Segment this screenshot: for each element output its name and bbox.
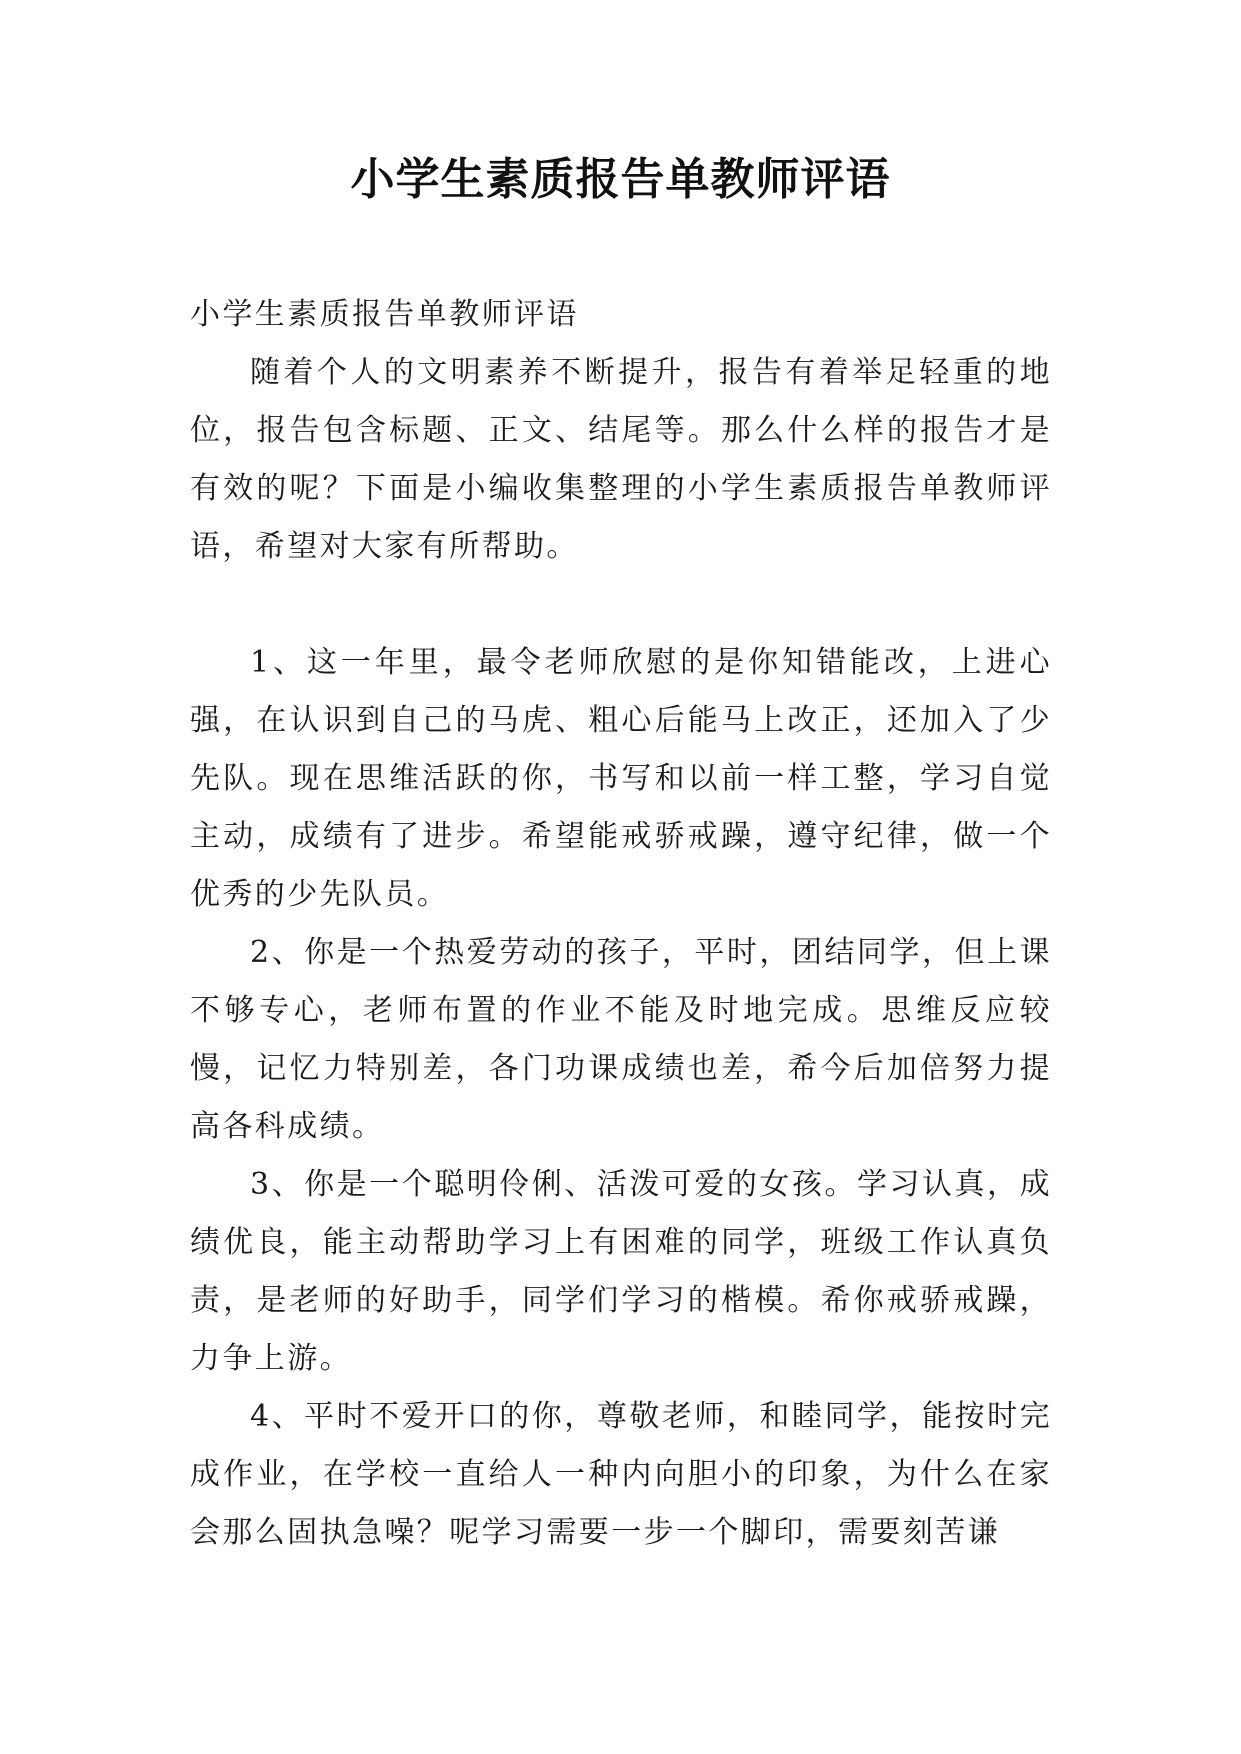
intro-paragraph: 随着个人的文明素养不断提升，报告有着举足轻重的地位，报告包含标题、正文、结尾等。那么什么样的报告才是有效的呢？下面是小编收集整理的小学生素质报告单教师评语，希望对大家有所帮助。: [190, 355, 1052, 564]
document-body: [190, 286, 1052, 1562]
comment-paragraph-3: 3、你是一个聪明伶俐、活泼可爱的女孩。学习认真，成绩优良，能主动帮助学习上有困难的同学，班级工作认真负责，是老师的好助手，同学们学习的楷模。希你戒骄戒躁，力争上游。: [190, 1167, 1052, 1376]
document-title: 小学生素质报告单教师评语: [350, 154, 891, 205]
document-subtitle: 小学生素质报告单教师评语: [190, 297, 579, 332]
comment-paragraph-1: 1、这一年里，最令老师欣慰的是你知错能改，上进心强，在认识到自己的马虎、粗心后能马上改正，还加入了少先队。现在思维活跃的你，书写和以前一样工整，学习自觉主动，成绩有了进步。希望能戒骄戒躁，遵守纪律，做一个优秀的少先队员。: [190, 645, 1052, 912]
paragraph-spacer: [190, 576, 1052, 634]
comment-paragraph-2: 2、你是一个热爱劳动的孩子，平时，团结同学，但上课不够专心，老师布置的作业不能及时地完成。思维反应较慢，记忆力特别差，各门功课成绩也差，希今后加倍努力提高各科成绩。: [190, 935, 1052, 1144]
comment-paragraph-4: 4、平时不爱开口的你，尊敬老师，和睦同学，能按时完成作业，在学校一直给人一种内向胆小的印象，为什么在家会那么固执急噪？呢学习需要一步一个脚印，需要刻苦谦: [190, 1399, 1052, 1550]
